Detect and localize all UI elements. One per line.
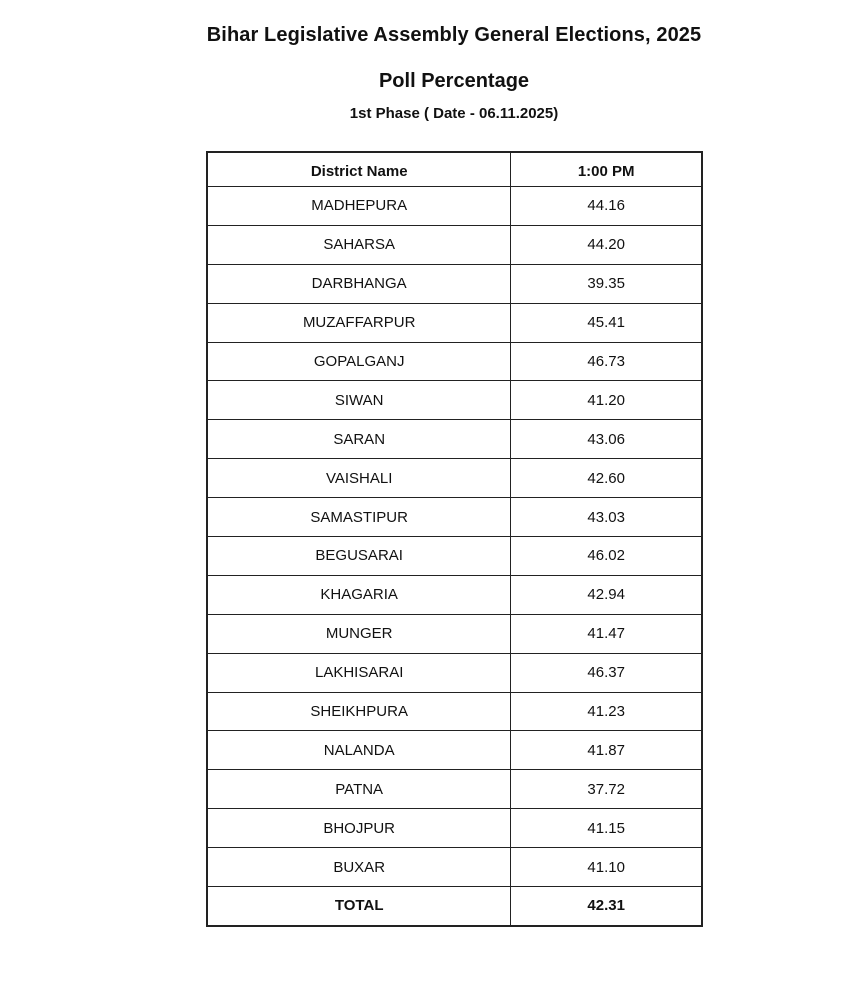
table-row	[207, 459, 702, 498]
poll-percentage-cell: 44.16	[511, 187, 702, 226]
total-value: 42.31	[511, 887, 702, 926]
district-name-cell: SARAN	[207, 420, 511, 459]
poll-percentage-cell: 41.20	[511, 381, 702, 420]
district-name-cell: DARBHANGA	[207, 264, 511, 303]
total-row	[207, 887, 702, 926]
table-row	[207, 614, 702, 653]
district-name-cell: KHAGARIA	[207, 575, 511, 614]
table-row	[207, 498, 702, 537]
district-name-cell: GOPALGANJ	[207, 342, 511, 381]
table-row	[207, 731, 702, 770]
district-name-cell: SAMASTIPUR	[207, 498, 511, 537]
district-name-cell: LAKHISARAI	[207, 653, 511, 692]
district-name-cell: SHEIKHPURA	[207, 692, 511, 731]
poll-percentage-cell: 42.60	[511, 459, 702, 498]
poll-percentage-cell: 43.03	[511, 498, 702, 537]
poll-percentage-cell: 44.20	[511, 225, 702, 264]
table-row	[207, 303, 702, 342]
table-row	[207, 692, 702, 731]
poll-percentage-cell: 46.37	[511, 653, 702, 692]
district-name-cell: MUNGER	[207, 614, 511, 653]
table-row	[207, 653, 702, 692]
document-title: Bihar Legislative Assembly General Elections, 2025	[206, 24, 702, 46]
district-name-cell: BEGUSARAI	[207, 537, 511, 576]
table-row	[207, 770, 702, 809]
table-row	[207, 809, 702, 848]
poll-percentage-table	[206, 151, 703, 927]
poll-percentage-cell: 41.10	[511, 848, 702, 887]
table-row	[207, 537, 702, 576]
poll-percentage-cell: 42.94	[511, 575, 702, 614]
poll-percentage-cell: 43.06	[511, 420, 702, 459]
column-header-district: District Name	[207, 152, 511, 187]
district-name-cell: PATNA	[207, 770, 511, 809]
poll-percentage-cell: 41.15	[511, 809, 702, 848]
district-name-cell: MUZAFFARPUR	[207, 303, 511, 342]
poll-percentage-cell: 45.41	[511, 303, 702, 342]
table-row	[207, 381, 702, 420]
phase-date-label: 1st Phase ( Date - 06.11.2025)	[349, 105, 559, 122]
table-row	[207, 187, 702, 226]
total-label: TOTAL	[207, 887, 511, 926]
table-row	[207, 342, 702, 381]
district-name-cell: NALANDA	[207, 731, 511, 770]
district-name-cell: SIWAN	[207, 381, 511, 420]
district-name-cell: BUXAR	[207, 848, 511, 887]
table-row	[207, 575, 702, 614]
district-name-cell: SAHARSA	[207, 225, 511, 264]
table-row	[207, 420, 702, 459]
table-row	[207, 225, 702, 264]
table-row	[207, 264, 702, 303]
table-row	[207, 848, 702, 887]
document-subtitle: Poll Percentage	[378, 70, 530, 92]
district-name-cell: MADHEPURA	[207, 187, 511, 226]
table-header-row	[207, 152, 702, 187]
poll-percentage-cell: 46.73	[511, 342, 702, 381]
poll-percentage-cell: 41.87	[511, 731, 702, 770]
district-name-cell: VAISHALI	[207, 459, 511, 498]
poll-percentage-cell: 46.02	[511, 537, 702, 576]
poll-percentage-cell: 39.35	[511, 264, 702, 303]
district-name-cell: BHOJPUR	[207, 809, 511, 848]
poll-percentage-cell: 41.23	[511, 692, 702, 731]
column-header-time: 1:00 PM	[511, 152, 702, 187]
poll-percentage-cell: 37.72	[511, 770, 702, 809]
poll-percentage-cell: 41.47	[511, 614, 702, 653]
